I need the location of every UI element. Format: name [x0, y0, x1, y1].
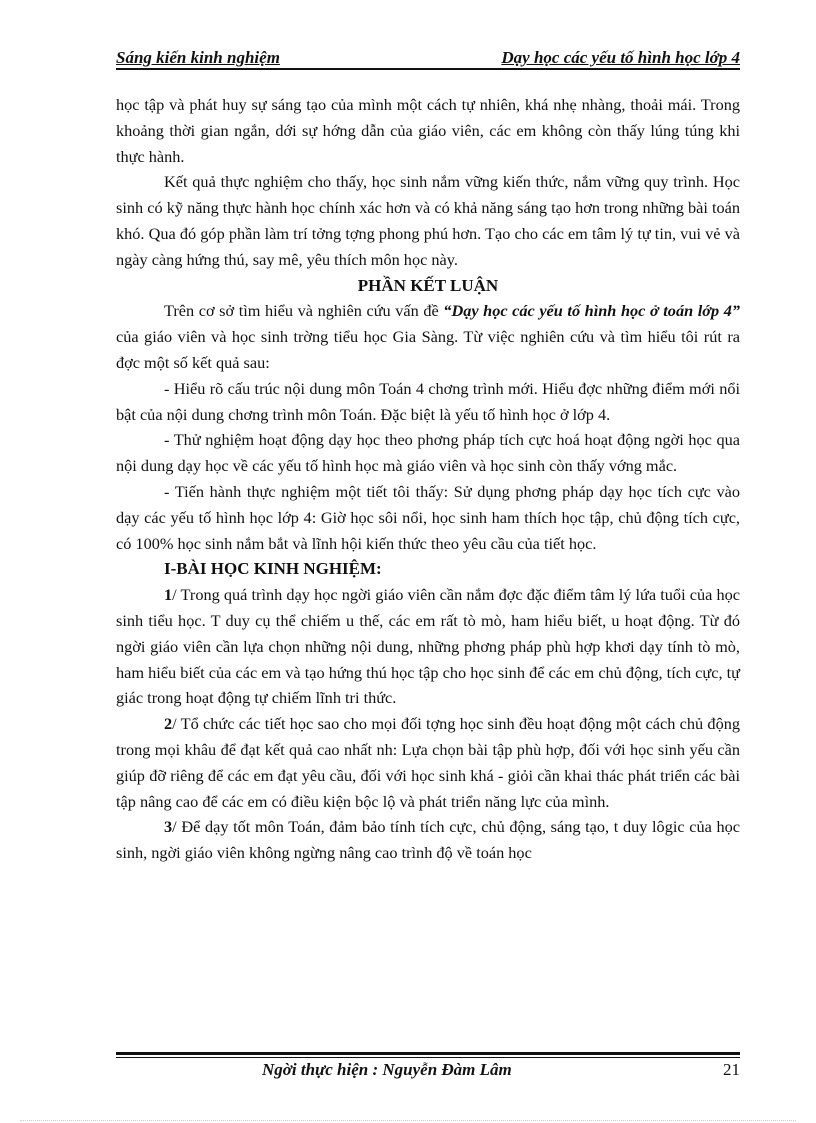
page-number: 21 — [723, 1060, 740, 1079]
header-rule — [116, 68, 740, 70]
quoted-title: “Dạy học các yếu tố hình học ở toán lớp 4” — [443, 301, 740, 321]
paragraph-text: / Để dạy tốt môn Toán, đảm bảo tính tích cực, chủ động, sáng tạo, t duy lôgic của học sinh, ngời giáo viên không ngừng nâng cao trình độ về toán học — [116, 817, 740, 863]
paragraph: học tập và phát huy sự sáng tạo của mình một cách tự nhiên, khá nhẹ nhàng, thoải mái. Trong khoảng thời gian ngắn, dới sự hớng dẫn của giáo viên, các em không còn thấy lúng túng khi thực hành. — [116, 95, 740, 166]
item-number: 3 — [164, 817, 173, 837]
section-heading-lessons: I-BÀI HỌC KINH NGHIỆM: — [164, 559, 382, 579]
item-number: 1 — [164, 585, 173, 605]
section-heading-conclusion: PHẦN KẾT LUẬN — [357, 275, 499, 295]
bottom-divider — [20, 1120, 796, 1121]
paragraph: Kết quả thực nghiệm cho thấy, học sinh nắm vững kiến thức, nắm vững quy trình. Học sinh có kỹ năng thực hành học chính xác hơn và có khả năng sáng tạo hơn trong những bài toán khó. Qua đó góp phần làm trí tởng tợng phong phú hơn. Tạo cho các em tâm lý tự tin, vui vẻ và ngày càng hứng thú, say mê, yêu thích môn học này. — [116, 172, 740, 269]
footer-author: Ngời thực hiện : Nguyễn Đàm Lâm — [262, 1060, 512, 1079]
numbered-paragraph — [116, 711, 740, 814]
document-body — [116, 92, 740, 866]
paragraph — [116, 298, 740, 375]
header-right-title: Dạy học các yếu tố hình học lớp 4 — [501, 48, 740, 67]
list-item: - Tiến hành thực nghiệm một tiết tôi thấy: Sử dụng phơng pháp dạy học tích cực vào dạy các yếu tố hình học lớp 4: Giờ học sôi nổi, học sinh ham thích học tập, chủ động tích cực, có 100% học sinh nắm bắt và lĩnh hội kiến thức theo yêu cầu của tiết học. — [116, 481, 740, 553]
footer-rule-thick — [116, 1052, 740, 1055]
paragraph-text: của giáo viên và học sinh trờng tiểu học Gia Sàng. Từ việc nghiên cứu và tìm hiểu tôi rút ra đợc một số kết quả sau: — [116, 327, 740, 372]
footer-rule-thin — [116, 1057, 740, 1058]
page-footer — [116, 1060, 740, 1082]
numbered-paragraph — [116, 814, 740, 866]
list-item: - Thử nghiệm hoạt động dạy học theo phơng pháp tích cực hoá hoạt động ngời học qua nội dung dạy học về các yếu tố hình học mà giáo viên và học sinh còn thấy vớng mắc. — [116, 430, 740, 476]
paragraph-text: Trên cơ sở tìm hiểu và nghiên cứu vấn đề — [164, 301, 444, 321]
paragraph-text: / Tổ chức các tiết học sao cho mọi đối tợng học sinh đều hoạt động một cách chủ động trong mọi khâu để đạt kết quả cao nhất nh: Lựa chọn bài tập phù hợp, đối với học sinh yếu cần giúp đỡ riêng để các em đạt yêu cầu, đối với học sinh khá - giỏi cần khai thác phát triển các bài tập nâng cao để các em có điều kiện bộc lộ và phát triển năng lực của mình. — [116, 714, 740, 811]
list-item: - Hiểu rõ cấu trúc nội dung môn Toán 4 chơng trình mới. Hiểu đợc những điểm mới nổi bật của nội dung chơng trình môn Toán. Đặc biệt là yếu tố hình học ở lớp 4. — [116, 378, 740, 424]
page-header — [116, 48, 740, 68]
item-number: 2 — [164, 714, 173, 734]
header-left-title: Sáng kiến kinh nghiệm — [116, 48, 280, 67]
paragraph-text: / Trong quá trình dạy học ngời giáo viên cần nắm đợc đặc điểm tâm lý lứa tuổi của học sinh tiểu học. T duy cụ thể chiếm u thế, các em rất tò mò, ham hiểu biết, u hoạt động. Từ đó ngời giáo viên cần lựa chọn những nội dung, những phơng pháp phù hợp khơi dạy tính tò mò, ham hiểu biết của các em và tạo hứng thú học tập cho học sinh để các em chủ động, tích cực, tự giác trong hoạt động tự chiếm lĩnh tri thức. — [116, 585, 740, 708]
numbered-paragraph — [116, 582, 740, 711]
